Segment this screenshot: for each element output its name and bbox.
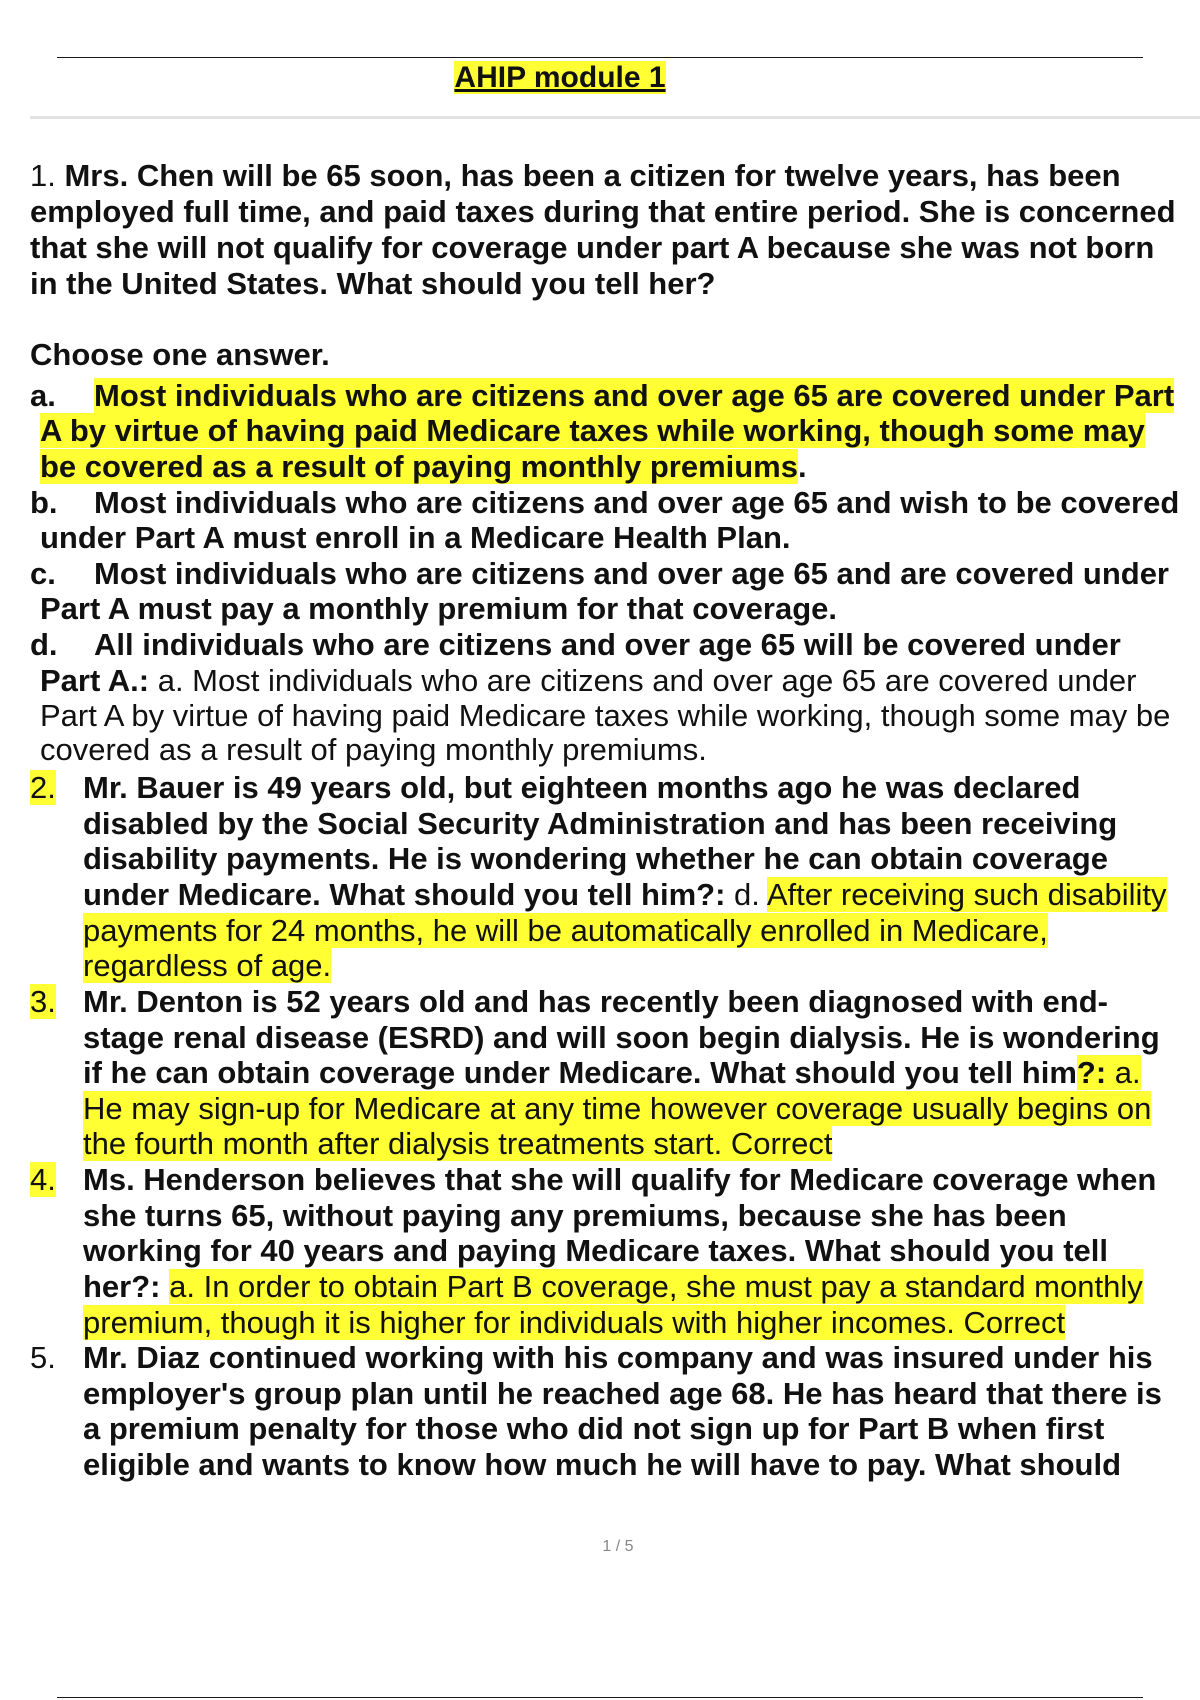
question-4-number: 4. [30,1162,56,1197]
answer-line: premium, though it is higher for individuals with higher incomes. Correct [83,1305,1066,1340]
top-rule [57,57,1143,58]
option-c-line: Part A must pay a monthly premium for that coverage. [40,591,837,626]
question-5-line: Mr. Diaz continued working with his company and was insured under his [83,1340,1153,1375]
option-a-line: be covered as a result of paying monthly premiums. [40,449,807,484]
answer-line: He may sign-up for Medicare at any time however coverage usually begins on [83,1091,1152,1126]
option-b: b. Most individuals who are citizens and over age 65 and wish to be covered [30,485,1180,520]
option-d: d. All individuals who are citizens and over age 65 will be covered under [30,627,1121,662]
question-3-line: Mr. Denton is 52 years old and has recently been diagnosed with end- [83,984,1108,1019]
question-2-line: under Medicare. What should you tell him?: d. After receiving such disability [83,877,1167,912]
question-4-line: Ms. Henderson believes that she will qualify for Medicare coverage when [83,1162,1157,1197]
answer-line: payments for 24 months, he will be automatically enrolled in Medicare, [83,913,1048,948]
question-2-line: Mr. Bauer is 49 years old, but eighteen months ago he was declared [83,770,1081,805]
question-2-line: disability payments. He is wondering whether he can obtain coverage [83,841,1108,876]
question-3-number: 3. [30,984,56,1019]
question-5-number: 5. [30,1340,56,1375]
question-1-line: in the United States. What should you tell her? [30,266,716,301]
option-a: a. Most individuals who are citizens and over age 65 are covered under Part [30,378,1175,413]
option-a-line: A by virtue of having paid Medicare taxes while working, though some may [40,413,1145,448]
bottom-rule [57,1697,1143,1698]
question-3-line: stage renal disease (ESRD) and will soon begin dialysis. He is wondering [83,1020,1160,1055]
answer-line: Part A by virtue of having paid Medicare taxes while working, though some may be [40,698,1171,733]
question-2-line: disabled by the Social Security Administration and has been receiving [83,806,1118,841]
title-divider [30,116,1200,119]
choose-one-label: Choose one answer. [30,337,330,372]
question-2-number: 2. [30,770,56,805]
answer-line: regardless of age. [83,948,332,983]
option-c: c. Most individuals who are citizens and over age 65 and are covered under [30,556,1169,591]
answer-line: covered as a result of paying monthly premiums. [40,732,707,767]
question-4-line: her?: a. In order to obtain Part B coverage, she must pay a standard monthly [83,1269,1143,1304]
question-5-line: eligible and wants to know how much he will have to pay. What should [83,1447,1122,1482]
question-1-line: employed full time, and paid taxes during that entire period. She is concerned [30,194,1176,229]
question-3-line: if he can obtain coverage under Medicare. What should you tell him?: a. [83,1055,1141,1090]
question-1-line: 1. Mrs. Chen will be 65 soon, has been a citizen for twelve years, has been [30,158,1121,193]
question-4-line: working for 40 years and paying Medicare taxes. What should you tell [83,1233,1108,1268]
question-5-line: a premium penalty for those who did not sign up for Part B when first [83,1411,1105,1446]
page-number: 1 / 5 [602,1538,634,1555]
option-d-line: Part A.: a. Most individuals who are citizens and over age 65 are covered under [40,663,1137,698]
question-5-line: employer's group plan until he reached age 68. He has heard that there is [83,1376,1162,1411]
question-4-line: she turns 65, without paying any premiums, because she has been [83,1198,1067,1233]
document-title: AHIP module 1 [454,61,666,94]
option-b-line: under Part A must enroll in a Medicare Health Plan. [40,520,791,555]
answer-line: the fourth month after dialysis treatments start. Correct [83,1126,833,1161]
question-1-line: that she will not qualify for coverage under part A because she was not born [30,230,1155,265]
